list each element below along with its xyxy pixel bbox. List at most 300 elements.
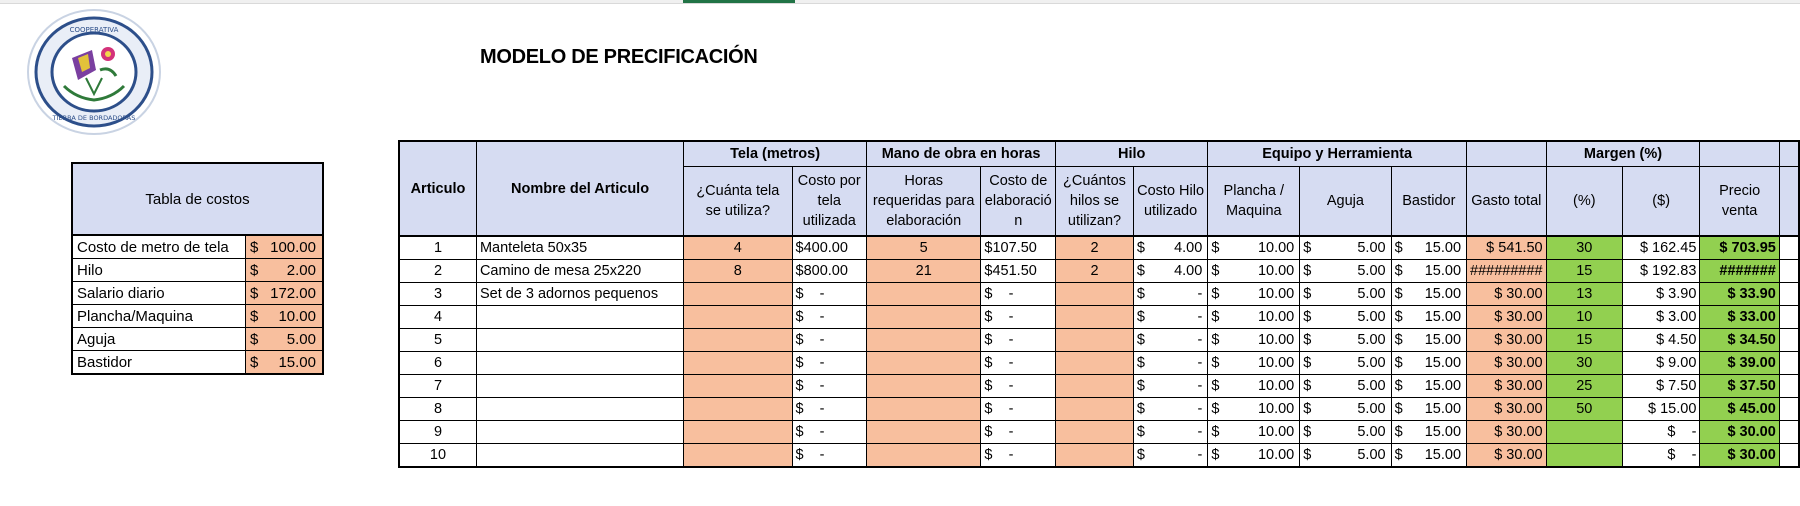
cost-row — [72, 305, 323, 328]
cell-extra[interactable] — [1779, 444, 1799, 468]
cell-num[interactable]: 4 — [399, 306, 476, 329]
cell-num[interactable]: 3 — [399, 283, 476, 306]
cell-precio-venta[interactable]: $ 30.00 — [1700, 421, 1779, 444]
cell-costo-hilo-value: - — [1197, 332, 1203, 348]
currency-sign: $ — [1211, 240, 1220, 256]
cell-tela[interactable] — [684, 329, 792, 352]
cell-margen-pct[interactable]: 25 — [1546, 375, 1622, 398]
cell-margen-dolar[interactable]: $ 162.45 — [1622, 236, 1699, 260]
cell-aguja-value: 5.00 — [1357, 240, 1386, 256]
currency-sign: $ — [1211, 401, 1220, 417]
cell-nombre[interactable] — [476, 352, 683, 375]
cell-bastidor[interactable] — [1391, 236, 1466, 260]
cell-gasto-total[interactable]: ######### — [1467, 260, 1547, 283]
table-row — [399, 352, 1799, 375]
col-extra[interactable] — [1779, 167, 1799, 237]
cell-plancha[interactable] — [1208, 398, 1300, 421]
cell-plancha-value: 10.00 — [1257, 286, 1295, 302]
cell-costo-tela[interactable]: $ - — [792, 421, 866, 444]
cost-value[interactable] — [246, 351, 324, 375]
table-row — [399, 260, 1799, 283]
cell-plancha[interactable] — [1208, 375, 1300, 398]
currency-sign: $ — [1394, 332, 1403, 348]
cell-costo-hilo[interactable] — [1133, 329, 1207, 352]
cell-precio-venta[interactable]: $ 703.95 — [1700, 236, 1779, 260]
group-equipo[interactable]: Equipo y Herramienta — [1208, 141, 1467, 167]
cell-costo-elab[interactable]: $ - — [981, 329, 1056, 352]
cell-costo-elab[interactable]: $ - — [981, 421, 1056, 444]
group-extra-empty[interactable] — [1779, 141, 1799, 167]
cell-costo-hilo[interactable] — [1133, 375, 1207, 398]
cost-amount: 172.00 — [270, 284, 316, 302]
cell-precio-venta[interactable]: $ 33.00 — [1700, 306, 1779, 329]
cell-plancha-value: 10.00 — [1257, 240, 1295, 256]
cell-costo-tela[interactable]: $ - — [792, 375, 866, 398]
currency-sign: $ — [1136, 332, 1145, 348]
cell-plancha-value: 10.00 — [1257, 355, 1295, 371]
cell-aguja-value: 5.00 — [1357, 355, 1386, 371]
cell-num[interactable]: 1 — [399, 236, 476, 260]
cell-bastidor[interactable] — [1391, 375, 1466, 398]
cell-bastidor[interactable] — [1391, 398, 1466, 421]
col-costo-elaboracion[interactable]: Costo de elaboración — [981, 167, 1056, 237]
cost-table-header[interactable]: Tabla de costos — [72, 163, 323, 235]
cell-bastidor-value: 15.00 — [1424, 355, 1462, 371]
cell-tela[interactable] — [684, 283, 792, 306]
col-nombre[interactable]: Nombre del Articulo — [476, 141, 683, 236]
currency-sign: $ — [1136, 309, 1145, 325]
cell-hilos[interactable] — [1056, 444, 1134, 468]
cell-extra[interactable] — [1779, 306, 1799, 329]
cell-aguja[interactable] — [1300, 421, 1391, 444]
cell-costo-hilo[interactable] — [1133, 283, 1207, 306]
cost-amount: 15.00 — [278, 353, 316, 371]
cell-nombre[interactable]: Manteleta 50x35 — [476, 236, 683, 260]
cell-gasto-total[interactable]: $ 30.00 — [1467, 283, 1547, 306]
cell-precio-venta[interactable]: $ 37.50 — [1700, 375, 1779, 398]
cooperative-logo — [26, 8, 162, 136]
cell-hilos[interactable] — [1056, 375, 1134, 398]
cell-horas[interactable] — [866, 306, 980, 329]
cell-precio-venta[interactable]: $ 45.00 — [1700, 398, 1779, 421]
cell-costo-hilo-value: - — [1197, 286, 1203, 302]
cell-aguja-value: 5.00 — [1357, 309, 1386, 325]
cell-margen-pct[interactable]: 30 — [1546, 236, 1622, 260]
cost-label[interactable]: Bastidor — [72, 351, 246, 375]
cell-nombre[interactable] — [476, 421, 683, 444]
cell-precio-venta[interactable]: $ 39.00 — [1700, 352, 1779, 375]
currency-sign: $ — [1394, 309, 1403, 325]
cell-horas[interactable] — [866, 444, 980, 468]
cell-margen-dolar[interactable]: $ 15.00 — [1622, 398, 1699, 421]
cell-margen-dolar[interactable]: $ 9.00 — [1622, 352, 1699, 375]
cell-plancha-value: 10.00 — [1257, 447, 1295, 463]
currency-sign: $ — [1394, 355, 1403, 371]
cell-bastidor[interactable] — [1391, 352, 1466, 375]
currency-sign: $ — [1211, 286, 1220, 302]
cell-bastidor[interactable] — [1391, 329, 1466, 352]
currency-sign: $ — [1303, 355, 1312, 371]
cell-costo-hilo[interactable] — [1133, 352, 1207, 375]
currency-sign: $ — [1211, 424, 1220, 440]
cell-costo-hilo[interactable] — [1133, 421, 1207, 444]
currency-sign: $ — [1136, 378, 1145, 394]
cost-value[interactable] — [246, 235, 324, 259]
table-row — [399, 421, 1799, 444]
cell-horas[interactable] — [866, 375, 980, 398]
cell-gasto-total[interactable]: $ 30.00 — [1467, 421, 1547, 444]
col-margen-pct[interactable]: (%) — [1546, 167, 1622, 237]
cell-horas[interactable]: 5 — [866, 236, 980, 260]
cell-margen-pct[interactable] — [1546, 421, 1622, 444]
cell-hilos[interactable]: 2 — [1056, 236, 1134, 260]
group-tela[interactable]: Tela (metros) — [684, 141, 867, 167]
cell-costo-elab[interactable]: $ - — [981, 352, 1056, 375]
cell-hilos[interactable] — [1056, 398, 1134, 421]
cell-hilos[interactable]: 2 — [1056, 260, 1134, 283]
currency-sign: $ — [1303, 286, 1312, 302]
cost-row — [72, 328, 323, 351]
cell-costo-elab[interactable]: $ - — [981, 398, 1056, 421]
table-row — [399, 375, 1799, 398]
column-header-strip — [0, 0, 1800, 4]
cell-horas[interactable] — [866, 352, 980, 375]
cell-hilos[interactable] — [1056, 283, 1134, 306]
cell-aguja[interactable] — [1300, 398, 1391, 421]
cell-tela[interactable] — [684, 352, 792, 375]
cell-aguja-value: 5.00 — [1357, 286, 1386, 302]
table-row — [399, 444, 1799, 468]
currency-sign: $ — [1394, 263, 1403, 279]
currency-sign: $ — [1394, 447, 1403, 463]
cell-costo-hilo[interactable] — [1133, 260, 1207, 283]
currency-sign: $ — [1136, 263, 1145, 279]
group-margen[interactable]: Margen (%) — [1546, 141, 1700, 167]
currency-sign: $ — [1303, 424, 1312, 440]
cost-amount: 100.00 — [270, 238, 316, 256]
cell-bastidor-value: 15.00 — [1424, 447, 1462, 463]
cell-num[interactable]: 6 — [399, 352, 476, 375]
cell-nombre[interactable]: Camino de mesa 25x220 — [476, 260, 683, 283]
col-precio-venta[interactable]: Precio venta — [1700, 167, 1779, 237]
cost-label[interactable]: Salario diario — [72, 282, 246, 305]
cell-plancha[interactable] — [1208, 421, 1300, 444]
cell-tela[interactable]: 4 — [684, 236, 792, 260]
cell-bastidor[interactable] — [1391, 306, 1466, 329]
cell-gasto-total[interactable]: $ 541.50 — [1467, 236, 1547, 260]
currency-sign: $ — [1303, 332, 1312, 348]
cell-nombre[interactable] — [476, 306, 683, 329]
cell-gasto-total[interactable]: $ 30.00 — [1467, 375, 1547, 398]
cost-label[interactable]: Plancha/Maquina — [72, 305, 246, 328]
cell-costo-hilo[interactable] — [1133, 444, 1207, 468]
cost-row — [72, 351, 323, 375]
cell-hilos[interactable] — [1056, 329, 1134, 352]
cell-costo-hilo[interactable] — [1133, 398, 1207, 421]
cell-plancha-value: 10.00 — [1257, 263, 1295, 279]
cell-costo-elab[interactable]: $451.50 — [981, 260, 1056, 283]
currency-sign: $ — [1303, 240, 1312, 256]
cell-nombre[interactable] — [476, 444, 683, 468]
cell-hilos[interactable] — [1056, 421, 1134, 444]
col-horas[interactable]: Horas requeridas para elaboración — [866, 167, 980, 237]
cell-costo-elab[interactable]: $ - — [981, 375, 1056, 398]
cost-label[interactable]: Costo de metro de tela — [72, 235, 246, 259]
table-row — [399, 236, 1799, 260]
group-gasto-empty[interactable] — [1467, 141, 1547, 167]
cell-nombre[interactable] — [476, 329, 683, 352]
cell-costo-tela[interactable]: $ - — [792, 352, 866, 375]
currency-sign: $ — [1211, 378, 1220, 394]
cost-amount: 5.00 — [286, 330, 316, 348]
currency-sign: $ — [250, 238, 259, 256]
cell-costo-hilo-value: - — [1197, 309, 1203, 325]
pricing-table — [398, 140, 1800, 468]
currency-sign: $ — [1211, 447, 1220, 463]
cell-aguja[interactable] — [1300, 444, 1391, 468]
table-row — [399, 398, 1799, 421]
cell-num[interactable]: 5 — [399, 329, 476, 352]
cell-plancha-value: 10.00 — [1257, 401, 1295, 417]
cell-tela[interactable] — [684, 306, 792, 329]
cell-num[interactable]: 9 — [399, 421, 476, 444]
cell-costo-hilo[interactable] — [1133, 236, 1207, 260]
cell-costo-hilo-value: - — [1197, 424, 1203, 440]
currency-sign: $ — [250, 284, 259, 302]
cell-costo-tela[interactable]: $ - — [792, 283, 866, 306]
cell-costo-hilo-value: - — [1197, 447, 1203, 463]
cell-plancha-value: 10.00 — [1257, 424, 1295, 440]
cell-costo-tela[interactable]: $ - — [792, 444, 866, 468]
cell-nombre[interactable] — [476, 375, 683, 398]
currency-sign: $ — [250, 307, 259, 325]
cell-gasto-total[interactable]: $ 30.00 — [1467, 398, 1547, 421]
currency-sign: $ — [1394, 401, 1403, 417]
cell-tela[interactable] — [684, 375, 792, 398]
cell-gasto-total[interactable]: $ 30.00 — [1467, 306, 1547, 329]
cell-margen-pct[interactable]: 10 — [1546, 306, 1622, 329]
cell-aguja-value: 5.00 — [1357, 424, 1386, 440]
cell-margen-dolar[interactable]: $ - — [1622, 421, 1699, 444]
cell-margen-dolar[interactable]: $ 192.83 — [1622, 260, 1699, 283]
currency-sign: $ — [1136, 447, 1145, 463]
cell-costo-hilo[interactable] — [1133, 306, 1207, 329]
cell-aguja[interactable] — [1300, 329, 1391, 352]
cell-aguja[interactable] — [1300, 283, 1391, 306]
cell-plancha[interactable] — [1208, 444, 1300, 468]
col-costo-tela[interactable]: Costo por tela utilizada — [792, 167, 866, 237]
cell-plancha[interactable] — [1208, 260, 1300, 283]
cell-num[interactable]: 10 — [399, 444, 476, 468]
cell-margen-pct[interactable]: 50 — [1546, 398, 1622, 421]
cell-gasto-total[interactable]: $ 30.00 — [1467, 352, 1547, 375]
cell-precio-venta[interactable]: ####### — [1700, 260, 1779, 283]
cell-extra[interactable] — [1779, 421, 1799, 444]
cell-num[interactable]: 8 — [399, 398, 476, 421]
cell-bastidor-value: 15.00 — [1424, 378, 1462, 394]
currency-sign: $ — [1303, 309, 1312, 325]
currency-sign: $ — [1136, 240, 1145, 256]
col-tela-cantidad[interactable]: ¿Cuánta tela se utiliza? — [684, 167, 792, 237]
currency-sign: $ — [1303, 401, 1312, 417]
currency-sign: $ — [1211, 355, 1220, 371]
cost-row — [72, 259, 323, 282]
cost-table — [71, 162, 324, 375]
cell-tela[interactable]: 8 — [684, 260, 792, 283]
cell-costo-elab[interactable]: $107.50 — [981, 236, 1056, 260]
cell-bastidor-value: 15.00 — [1424, 309, 1462, 325]
cost-label[interactable]: Hilo — [72, 259, 246, 282]
cost-value[interactable] — [246, 259, 324, 282]
cell-extra[interactable] — [1779, 236, 1799, 260]
col-bastidor[interactable]: Bastidor — [1391, 167, 1466, 237]
cell-costo-tela[interactable]: $400.00 — [792, 236, 866, 260]
cell-bastidor-value: 15.00 — [1424, 401, 1462, 417]
cell-aguja[interactable] — [1300, 236, 1391, 260]
cell-horas[interactable] — [866, 329, 980, 352]
cell-gasto-total[interactable]: $ 30.00 — [1467, 444, 1547, 468]
currency-sign: $ — [1211, 263, 1220, 279]
col-aguja[interactable]: Aguja — [1300, 167, 1391, 237]
cost-row — [72, 235, 323, 259]
col-hilos-cantidad[interactable]: ¿Cuántos hilos se utilizan? — [1056, 167, 1134, 237]
cell-extra[interactable] — [1779, 398, 1799, 421]
cell-margen-pct[interactable]: 13 — [1546, 283, 1622, 306]
cell-plancha[interactable] — [1208, 236, 1300, 260]
cell-bastidor[interactable] — [1391, 260, 1466, 283]
cell-hilos[interactable] — [1056, 352, 1134, 375]
cell-costo-tela[interactable]: $ - — [792, 398, 866, 421]
cost-value[interactable] — [246, 328, 324, 351]
currency-sign: $ — [1211, 309, 1220, 325]
cell-bastidor[interactable] — [1391, 283, 1466, 306]
cell-extra[interactable] — [1779, 329, 1799, 352]
cell-gasto-total[interactable]: $ 30.00 — [1467, 329, 1547, 352]
cost-row — [72, 282, 323, 305]
cell-aguja[interactable] — [1300, 260, 1391, 283]
cell-extra[interactable] — [1779, 375, 1799, 398]
logo-top-text: COOPERATIVA — [69, 26, 119, 34]
currency-sign: $ — [1136, 355, 1145, 371]
table-row — [399, 283, 1799, 306]
cell-costo-elab[interactable]: $ - — [981, 444, 1056, 468]
cell-aguja-value: 5.00 — [1357, 378, 1386, 394]
cell-margen-dolar[interactable]: $ 3.00 — [1622, 306, 1699, 329]
cell-tela[interactable] — [684, 421, 792, 444]
col-gasto-total[interactable]: Gasto total — [1467, 167, 1547, 237]
cell-bastidor-value: 15.00 — [1424, 424, 1462, 440]
cost-label[interactable]: Aguja — [72, 328, 246, 351]
cell-horas[interactable] — [866, 283, 980, 306]
cell-num[interactable]: 7 — [399, 375, 476, 398]
cell-precio-venta[interactable]: $ 33.90 — [1700, 283, 1779, 306]
currency-sign: $ — [250, 353, 259, 371]
cell-costo-tela[interactable]: $ - — [792, 329, 866, 352]
cell-costo-tela[interactable]: $800.00 — [792, 260, 866, 283]
cost-value[interactable] — [246, 305, 324, 328]
cell-horas[interactable] — [866, 421, 980, 444]
group-mano-de-obra[interactable]: Mano de obra en horas — [866, 141, 1055, 167]
cell-margen-pct[interactable]: 30 — [1546, 352, 1622, 375]
cell-aguja[interactable] — [1300, 306, 1391, 329]
table-row — [399, 329, 1799, 352]
cell-costo-elab[interactable]: $ - — [981, 306, 1056, 329]
cell-margen-pct[interactable]: 15 — [1546, 329, 1622, 352]
cell-precio-venta[interactable]: $ 30.00 — [1700, 444, 1779, 468]
cell-extra[interactable] — [1779, 283, 1799, 306]
cell-plancha[interactable] — [1208, 283, 1300, 306]
group-hilo[interactable]: Hilo — [1056, 141, 1208, 167]
col-margen-dolar[interactable]: ($) — [1622, 167, 1699, 237]
cost-value[interactable] — [246, 282, 324, 305]
selected-column-indicator — [683, 0, 795, 3]
cell-aguja-value: 5.00 — [1357, 447, 1386, 463]
cell-costo-tela[interactable]: $ - — [792, 306, 866, 329]
cell-margen-dolar[interactable]: $ 4.50 — [1622, 329, 1699, 352]
cell-aguja[interactable] — [1300, 375, 1391, 398]
cell-bastidor[interactable] — [1391, 444, 1466, 468]
table-row — [399, 306, 1799, 329]
cell-extra[interactable] — [1779, 352, 1799, 375]
cell-aguja-value: 5.00 — [1357, 401, 1386, 417]
cell-extra[interactable] — [1779, 260, 1799, 283]
cell-plancha-value: 10.00 — [1257, 309, 1295, 325]
cell-horas[interactable]: 21 — [866, 260, 980, 283]
cell-costo-hilo-value: - — [1197, 401, 1203, 417]
cell-tela[interactable] — [684, 444, 792, 468]
currency-sign: $ — [250, 330, 259, 348]
currency-sign: $ — [1394, 240, 1403, 256]
cell-plancha[interactable] — [1208, 352, 1300, 375]
cell-costo-hilo-value: 4.00 — [1174, 263, 1203, 279]
cell-horas[interactable] — [866, 398, 980, 421]
cell-margen-pct[interactable] — [1546, 444, 1622, 468]
col-plancha[interactable]: Plancha / Maquina — [1208, 167, 1300, 237]
currency-sign: $ — [1394, 286, 1403, 302]
cell-costo-elab[interactable]: $ - — [981, 283, 1056, 306]
cell-num[interactable]: 2 — [399, 260, 476, 283]
col-articulo[interactable]: Articulo — [399, 141, 476, 236]
cell-margen-dolar[interactable]: $ - — [1622, 444, 1699, 468]
cell-margen-dolar[interactable]: $ 3.90 — [1622, 283, 1699, 306]
cell-margen-dolar[interactable]: $ 7.50 — [1622, 375, 1699, 398]
cell-plancha[interactable] — [1208, 329, 1300, 352]
cell-aguja[interactable] — [1300, 352, 1391, 375]
cell-plancha[interactable] — [1208, 306, 1300, 329]
cell-bastidor-value: 15.00 — [1424, 263, 1462, 279]
cell-costo-hilo-value: - — [1197, 355, 1203, 371]
currency-sign: $ — [1136, 401, 1145, 417]
cost-amount: 10.00 — [278, 307, 316, 325]
currency-sign: $ — [1136, 286, 1145, 302]
currency-sign: $ — [1303, 263, 1312, 279]
cell-margen-pct[interactable]: 15 — [1546, 260, 1622, 283]
cell-bastidor[interactable] — [1391, 421, 1466, 444]
page-title: MODELO DE PRECIFICACIÓN — [480, 46, 758, 68]
currency-sign: $ — [1394, 424, 1403, 440]
cell-tela[interactable] — [684, 398, 792, 421]
cell-bastidor-value: 15.00 — [1424, 286, 1462, 302]
cell-precio-venta[interactable]: $ 34.50 — [1700, 329, 1779, 352]
cell-nombre[interactable] — [476, 398, 683, 421]
col-costo-hilo[interactable]: Costo Hilo utilizado — [1133, 167, 1207, 237]
cell-hilos[interactable] — [1056, 306, 1134, 329]
cell-nombre[interactable]: Set de 3 adornos pequenos — [476, 283, 683, 306]
cell-plancha-value: 10.00 — [1257, 332, 1295, 348]
cell-bastidor-value: 15.00 — [1424, 332, 1462, 348]
group-precio-empty[interactable] — [1700, 141, 1779, 167]
currency-sign: $ — [1136, 424, 1145, 440]
